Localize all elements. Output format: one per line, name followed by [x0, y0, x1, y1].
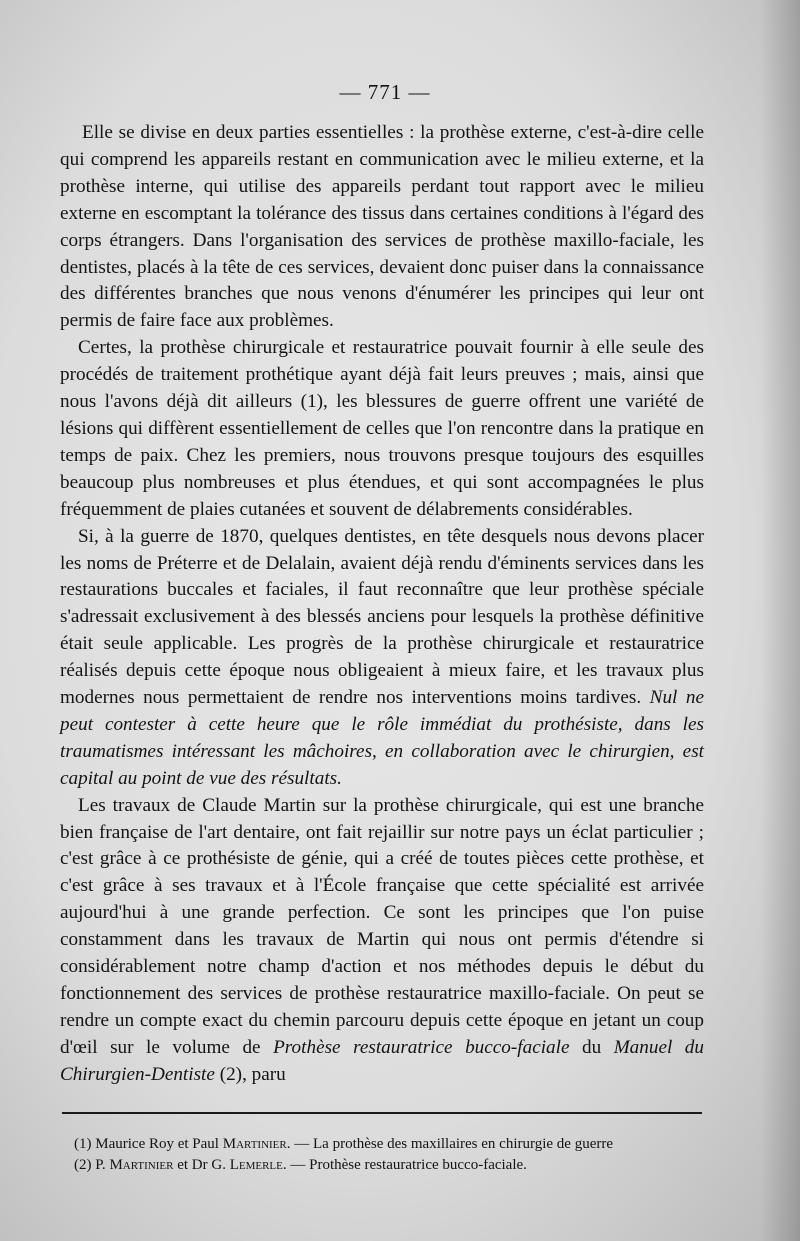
footnote-author-name: Martinier: [109, 1157, 174, 1173]
footnote-authors: et Dr G.: [173, 1157, 230, 1173]
body-text: [60, 120, 704, 1089]
paragraph-text: Les travaux de Claude Martin sur la prothèse chirurgicale, qui est une branche bien française de l'art dentaire, ont fait rejaillir sur notre pays un éclat particulier ; c'est grâce à ce prothésiste de génie, qui a créé de toutes pièces cette prothèse, et c'est grâce à ses travaux et à l'École française que cette spécialité est arrivée aujourd'hui à une grande perfection. Ce sont les principes que l'on puise constamment dans les travaux de Martin qui nous ont permis d'étendre si considérablement notre champ d'action et nos méthodes depuis le début du fonctionnement des services de prothèse restauratrice maxillo-faciale. On peut se rendre un compte exact du chemin parcouru depuis cette époque en jetant un coup d'œil sur le volume de: [60, 794, 704, 1058]
paragraph-text: Elle se divise en deux parties essentielles : la prothèse externe, c'est-à-dire celle qui comprend les appareils restant en communication avec le milieu externe, et la prothèse interne, qui utilise des appareils perdant tout rapport avec le milieu externe en escomptant la tolérance des tissus dans certaines conditions à l'égard des corps étrangers. Dans l'organisation des services de prothèse maxillo-faciale, les dentistes, placés à la tête de ces services, devaient donc puiser dans la connaissance des différentes branches que nous venons d'énumérer les principes qui leur ont permis de faire face aux problèmes.: [60, 122, 704, 332]
footnote-authors: P.: [95, 1157, 110, 1173]
italic-emphasis: Nul ne peut contester à cette heure que le rôle immédiat du prothésiste, dans les traumatismes intéressant les mâchoires, en collaboration avec le chirurgien, est capital au point de vue des résultats.: [60, 687, 704, 789]
footnote-mark: (2): [74, 1157, 92, 1173]
page-edge-shadow: [760, 0, 800, 1241]
footnotes: [74, 1134, 714, 1176]
book-title: Manuel du Chirurgien-Dentiste: [60, 1036, 704, 1085]
footnote-mark: (1): [74, 1136, 92, 1152]
paragraph-text: (2), paru: [214, 1063, 286, 1085]
footnote-2: [74, 1155, 714, 1176]
footnote-rule: [62, 1112, 702, 1114]
paragraph-text: Certes, la prothèse chirurgicale et restauratrice pouvait fournir à elle seule des procédés de traitement prothétique ayant déjà fait leurs preuves ; mais, ainsi que nous l'avons déjà dit ailleurs (1), les blessures de guerre offrent une variété de lésions qui diffèrent essentiellement de celles que l'on rencontre dans la pratique en temps de paix. Chez les premiers, nous trouvons presque toujours des esquilles beaucoup plus nombreuses et plus étendues, et qui sont accompagnées le plus fréquemment de plaies cutanées et souvent de délabrements considérables.: [60, 337, 704, 520]
paragraph-4: [60, 793, 704, 1089]
book-title: Prothèse restauratrice bucco-faciale: [273, 1036, 570, 1058]
paragraph-3: [60, 524, 704, 793]
paragraph-2: [60, 335, 704, 523]
footnote-title: . — La prothèse des maxillaires en chirurgie de guerre: [286, 1136, 614, 1152]
footnote-author-name: Martinier: [222, 1136, 287, 1152]
footnote-title: . — Prothèse restauratrice bucco-faciale.: [282, 1157, 527, 1173]
paragraph-text: du: [569, 1036, 614, 1058]
footnote-author-name: Lemerle: [229, 1157, 283, 1173]
footnote-authors: Maurice Roy et Paul: [95, 1136, 223, 1152]
paragraph-text: Si, à la guerre de 1870, quelques dentistes, en tête desquels nous devons placer les noms de Préterre et de Delalain, avaient déjà rendu d'éminents services dans les restaurations buccales et faciales, il faut reconnaître que leur prothèse spéciale s'adressait exclusivement à des blessés anciens pour lesquels la prothèse définitive était seule applicable. Les progrès de la prothèse chirurgicale et restauratrice réalisés depuis cette époque nous obligeaient à mieux faire, et les travaux plus modernes nous permettaient de rendre nos interventions moins tardives.: [60, 525, 704, 709]
page-number: — 771 —: [339, 80, 431, 104]
paragraph-1: [60, 120, 704, 335]
footnote-1: [74, 1134, 714, 1155]
